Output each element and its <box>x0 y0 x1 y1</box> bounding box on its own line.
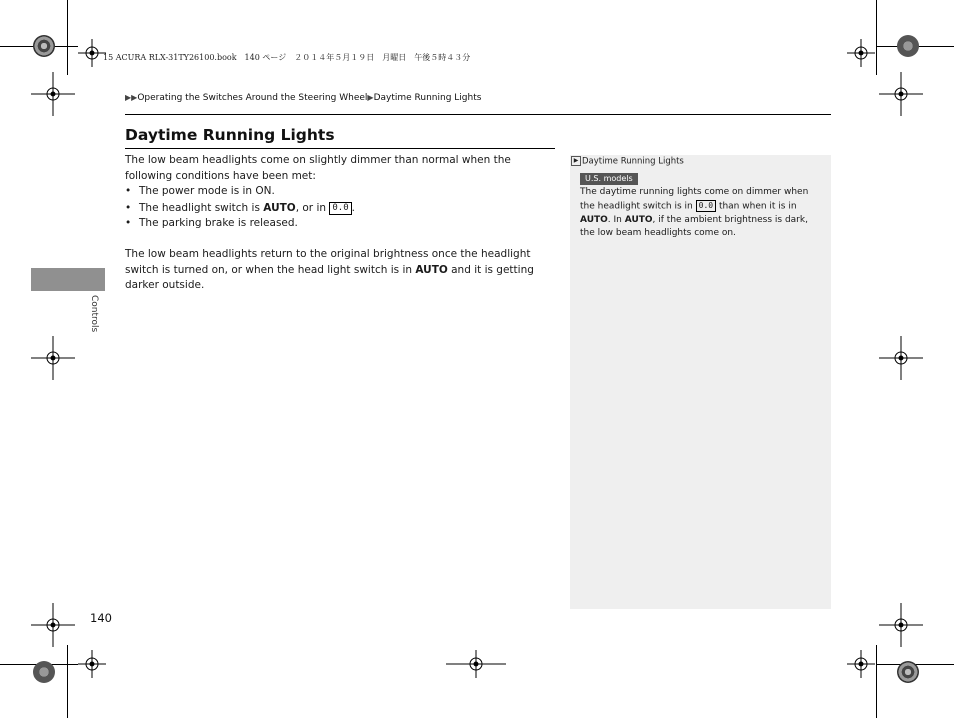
bullet-text: The parking brake is released. <box>139 217 298 229</box>
bullet-text: . <box>351 202 355 214</box>
bullet-text: The headlight switch is <box>139 202 264 214</box>
auto-label: AUTO <box>263 202 296 214</box>
sidebar-ref-title: Daytime Running Lights <box>582 156 684 167</box>
chapter-tab-label: Controls <box>89 295 99 333</box>
color-rosette-icon <box>897 661 919 683</box>
auto-label: AUTO <box>624 214 653 225</box>
return-paragraph <box>125 247 557 294</box>
breadcrumb <box>125 93 481 103</box>
breadcrumb-arrow-icon: ▶▶ <box>125 93 138 102</box>
bullet-parking-brake <box>125 216 298 232</box>
intro-paragraph: The low beam headlights come on slightly dimmer than normal when the following conditions have been met: <box>125 154 511 182</box>
chapter-tab <box>31 268 105 291</box>
note-text: than when it is in <box>716 201 797 211</box>
breadcrumb-current: Daytime Running Lights <box>373 93 482 103</box>
color-rosette-icon <box>33 35 55 57</box>
bullet-headlight-switch <box>125 201 355 217</box>
color-rosette-icon <box>33 661 55 683</box>
model-badge: U.S. models <box>580 173 638 185</box>
section-title: Daytime Running Lights <box>125 126 335 144</box>
title-rule <box>125 148 555 149</box>
reference-arrow-icon: ▶ <box>571 156 581 166</box>
auto-label: AUTO <box>580 214 608 225</box>
note-text: The daytime running lights come on dimmer when the headlight switch is in <box>580 187 809 211</box>
auto-label: AUTO <box>415 263 448 276</box>
page-number: 140 <box>90 611 112 625</box>
bullet-text: , or in <box>295 202 330 214</box>
sidebar-reference <box>571 156 684 167</box>
color-rosette-icon <box>897 35 919 57</box>
paragraph-text: The low beam headlights return to the original brightness once the headlight switch is turned on, or when the head light switch is in <box>125 248 531 276</box>
headlight-off-symbol-icon: 0.0 <box>696 200 716 212</box>
note-text: . In <box>607 214 625 225</box>
bullet-power-mode <box>125 184 275 200</box>
bullet-dot: • <box>125 217 132 229</box>
bullet-dot: • <box>125 202 132 214</box>
bullet-dot: • <box>125 185 132 197</box>
bullet-text: The power mode is in ON. <box>139 185 275 197</box>
paragraph-text: and it is getting darker outside. <box>125 263 534 291</box>
headlight-off-symbol-icon: 0.0 <box>329 202 351 215</box>
breadcrumb-arrow-icon: ▶ <box>367 93 374 102</box>
breadcrumb-parent: Operating the Switches Around the Steering Wheel <box>137 93 368 103</box>
note-text: , if the ambient brightness is dark, the low beam headlights come on. <box>580 214 808 238</box>
print-header: 15 ACURA RLX-31TY26100.book 140 ページ ２０１４年５月１９日 月曜日 午後５時４３分 <box>103 53 471 62</box>
header-rule <box>125 114 831 115</box>
sidebar-note <box>580 186 823 241</box>
